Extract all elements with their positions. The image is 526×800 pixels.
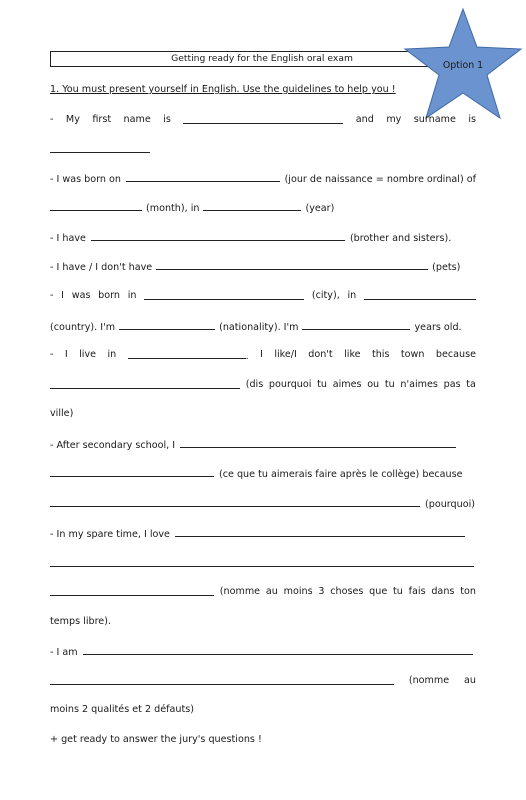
word: because — [435, 349, 476, 360]
word: ta — [466, 379, 476, 390]
word: surname — [413, 114, 456, 125]
country-blank[interactable] — [364, 290, 476, 300]
word: dans — [431, 586, 455, 597]
word: - — [50, 114, 54, 125]
town-line — [50, 349, 476, 363]
word: I — [260, 349, 263, 360]
spare-time-line — [50, 527, 476, 541]
label: years old. — [414, 322, 462, 333]
nationality-line — [50, 320, 476, 334]
nationality-blank[interactable] — [119, 320, 215, 330]
word: town — [400, 349, 425, 360]
word: fais — [408, 586, 426, 597]
word: (nomme — [219, 586, 261, 597]
label: (nationality). I'm — [219, 322, 299, 333]
word: aimes — [332, 379, 362, 390]
qualities-line — [50, 645, 476, 659]
word: moins — [283, 586, 313, 597]
word: like/I — [274, 349, 297, 360]
future-blank[interactable] — [180, 438, 456, 448]
temps-text: temps libre). — [50, 616, 111, 627]
hobbies-blank[interactable] — [175, 527, 465, 537]
word: - — [50, 349, 54, 360]
word: pas — [443, 379, 461, 390]
label: (pets) — [432, 262, 461, 273]
name-line — [50, 114, 476, 126]
qualities-blank[interactable] — [83, 645, 473, 655]
word: name — [123, 114, 151, 125]
word: (nomme — [408, 675, 450, 686]
label: (brother and sisters). — [349, 233, 452, 244]
word: I — [61, 290, 65, 301]
word: tu — [384, 379, 395, 390]
label: (pourquoi) — [425, 499, 476, 510]
word: que — [369, 586, 388, 597]
hobbies-line-2 — [50, 557, 476, 571]
worksheet-title: Getting ready for the English oral exam — [50, 51, 474, 67]
label: (year) — [305, 203, 335, 214]
birthday-line — [50, 172, 476, 186]
label: (ce que tu aimerais faire après le collège) because — [219, 469, 463, 480]
word: au — [265, 586, 278, 597]
label: (month), in — [146, 203, 200, 214]
month-year-line — [50, 201, 476, 215]
city-blank[interactable] — [144, 290, 304, 300]
hobbies-blank-3[interactable] — [50, 586, 214, 596]
label: (jour de naissance = nombre ordinal) of — [284, 174, 476, 185]
future-line — [50, 438, 476, 452]
word: first — [92, 114, 112, 125]
month-blank[interactable] — [50, 201, 142, 211]
pets-blank[interactable] — [156, 260, 428, 270]
word: like — [344, 349, 361, 360]
year-blank[interactable] — [203, 201, 301, 211]
word: n'aimes — [400, 379, 438, 390]
word: tu — [393, 586, 403, 597]
word: ton — [460, 586, 476, 597]
word: I — [64, 349, 68, 360]
word: born — [98, 290, 120, 301]
qualites-text: moins 2 qualités et 2 défauts) — [50, 704, 194, 715]
word: pourquoi — [268, 379, 312, 390]
town-reason-blank[interactable] — [50, 379, 240, 389]
future-reason-line — [50, 467, 476, 481]
label: - I was born on — [50, 174, 121, 185]
birthday-blank[interactable] — [126, 172, 280, 182]
word: my — [386, 114, 402, 125]
label: - After secondary school, I — [50, 440, 176, 451]
word: (city), — [311, 290, 340, 301]
qualities-line-2 — [50, 675, 476, 687]
siblings-blank[interactable] — [91, 231, 345, 241]
first-name-blank[interactable] — [183, 114, 343, 124]
word: was — [71, 290, 91, 301]
word: don't — [308, 349, 333, 360]
surname-line — [50, 143, 476, 157]
option-badge-label: Option 1 — [442, 60, 484, 71]
hobbies-blank-2[interactable] — [50, 557, 474, 567]
label: (country). I'm — [50, 322, 116, 333]
word: tu — [317, 379, 327, 390]
label: - I have / I don't have — [50, 262, 153, 273]
word: is — [163, 114, 171, 125]
jury-note: + get ready to answer the jury's questions ! — [50, 734, 262, 745]
label: - I am — [50, 647, 78, 658]
word: this — [371, 349, 390, 360]
age-blank[interactable] — [302, 320, 410, 330]
town-reason-line — [50, 379, 476, 391]
future-plan-blank[interactable] — [50, 467, 214, 477]
label: - In my spare time, I love — [50, 529, 170, 540]
word: is — [468, 114, 476, 125]
word: in — [107, 349, 117, 360]
word: (dis — [245, 379, 264, 390]
instruction-text: 1. You must present yourself in English. Use the guidelines to help you ! — [50, 84, 396, 95]
why-blank[interactable] — [50, 497, 420, 507]
siblings-line — [50, 231, 476, 245]
word: au — [464, 675, 476, 686]
why-line — [50, 497, 476, 511]
word: and — [355, 114, 374, 125]
hobbies-line-3 — [50, 586, 476, 598]
birthplace-line — [50, 290, 476, 302]
pets-line — [50, 260, 476, 274]
qualities-blank-2[interactable] — [50, 675, 394, 685]
word: choses — [330, 586, 364, 597]
word: 3 — [318, 586, 325, 597]
word: My — [65, 114, 80, 125]
surname-blank[interactable] — [50, 143, 150, 153]
word: live — [79, 349, 97, 360]
word: in — [347, 290, 357, 301]
word: - — [50, 290, 54, 301]
label: - I have — [50, 233, 86, 244]
word: in — [127, 290, 137, 301]
town-blank[interactable] — [128, 349, 246, 359]
word: . — [245, 351, 249, 362]
ville-text: ville) — [50, 408, 74, 419]
word: ou — [367, 379, 380, 390]
